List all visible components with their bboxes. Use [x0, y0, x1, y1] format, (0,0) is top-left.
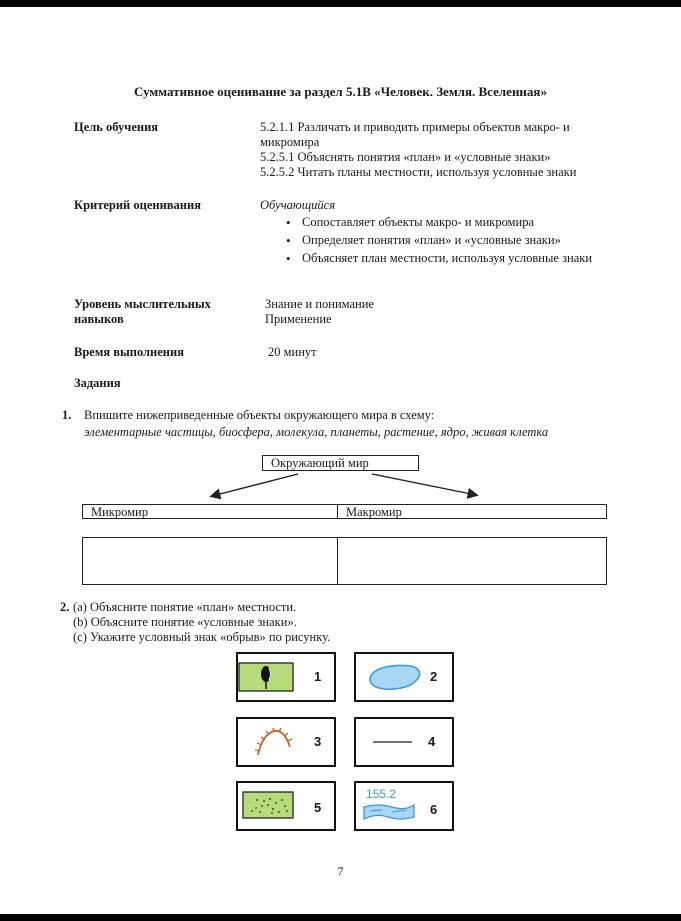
water-elevation-icon [362, 801, 416, 827]
criteria-subhead: Обучающийся [260, 198, 336, 212]
task1-number: 1. [62, 408, 72, 422]
sign-box-5 [236, 781, 336, 831]
task2-line: (c) Укажите условный знак «обрыв» по рисунку. [73, 630, 331, 644]
sign-number: 3 [314, 734, 322, 749]
tree-on-meadow-icon [238, 662, 294, 692]
top-border-bar [0, 0, 681, 7]
tasks-label: Задания [74, 376, 121, 390]
criteria-item: • Объясняет план местности, используя условные знаки [280, 251, 600, 266]
sign-box-1 [236, 652, 336, 702]
time-value: 20 минут [268, 345, 317, 359]
skills-value: Применение [265, 312, 332, 326]
skills-value: Знание и понимание [265, 297, 374, 311]
sign-box-6 [354, 781, 454, 831]
criteria-item: • Определяет понятия «план» и «условные знаки» [280, 233, 600, 248]
line-icon [372, 739, 414, 745]
sign-number: 6 [430, 802, 438, 817]
scheme-root-box: Окружающий мир [262, 455, 419, 471]
sign-number: 4 [428, 734, 436, 749]
macro-header-cell: Макромир [337, 504, 607, 519]
sign-number: 1 [314, 669, 322, 684]
skills-values [265, 297, 374, 327]
goal-text [260, 120, 630, 180]
sign-box-4 [354, 717, 454, 767]
scheme-arrows [200, 466, 490, 502]
task1-objects: элементарные частицы, биосфера, молекула, планеты, растение, ядро, живая клетка [84, 425, 549, 439]
task2-line: (a) Объясните понятие «план» местности. [73, 600, 297, 614]
task1-text: Впишите нижеприведенные объекты окружающего мира в схему: [84, 408, 435, 422]
skills-label [74, 297, 211, 327]
criteria-item: • Сопоставляет объекты макро- и микромира [280, 215, 600, 230]
goal-line: микромира [260, 135, 320, 149]
goal-line: 5.2.5.2 Читать планы местности, используя условные знаки [260, 165, 577, 179]
cliff-icon [252, 725, 296, 761]
micro-header-cell: Микромир [82, 504, 338, 519]
task2-line: (b) Объясните понятие «условные знаки». [73, 615, 297, 629]
criteria-list [280, 215, 600, 269]
macro-answer-cell[interactable] [337, 537, 607, 585]
sign-box-3 [236, 717, 336, 767]
goal-line: 5.2.5.1 Объяснять понятия «план» и «условные знаки» [260, 150, 551, 164]
goal-line: 5.2.1.1 Различать и приводить примеры объектов макро- и [260, 120, 570, 134]
skills-label-line: навыков [74, 312, 124, 326]
bottom-border-bar [0, 914, 681, 921]
lake-icon [362, 660, 424, 694]
dotted-field-icon [242, 791, 294, 821]
task2-number: 2. [60, 600, 70, 614]
page-title: Суммативное оценивание за раздел 5.1В «Человек. Земля. Вселенная» [134, 84, 547, 99]
sign-box-2 [354, 652, 454, 702]
sign-number: 2 [430, 669, 438, 684]
micro-answer-cell[interactable] [82, 537, 338, 585]
time-label: Время выполнения [74, 345, 184, 359]
goal-label: Цель обучения [74, 120, 159, 134]
arrow-to-micro [212, 474, 298, 496]
page-number: 7 [337, 864, 344, 878]
task2-text [73, 600, 330, 645]
skills-label-line: Уровень мыслительных [74, 297, 211, 311]
sign-number: 5 [314, 800, 322, 815]
criteria-label: Критерий оценивания [74, 198, 201, 212]
elevation-label: 155.2 [366, 787, 397, 801]
arrow-to-macro [372, 474, 476, 495]
